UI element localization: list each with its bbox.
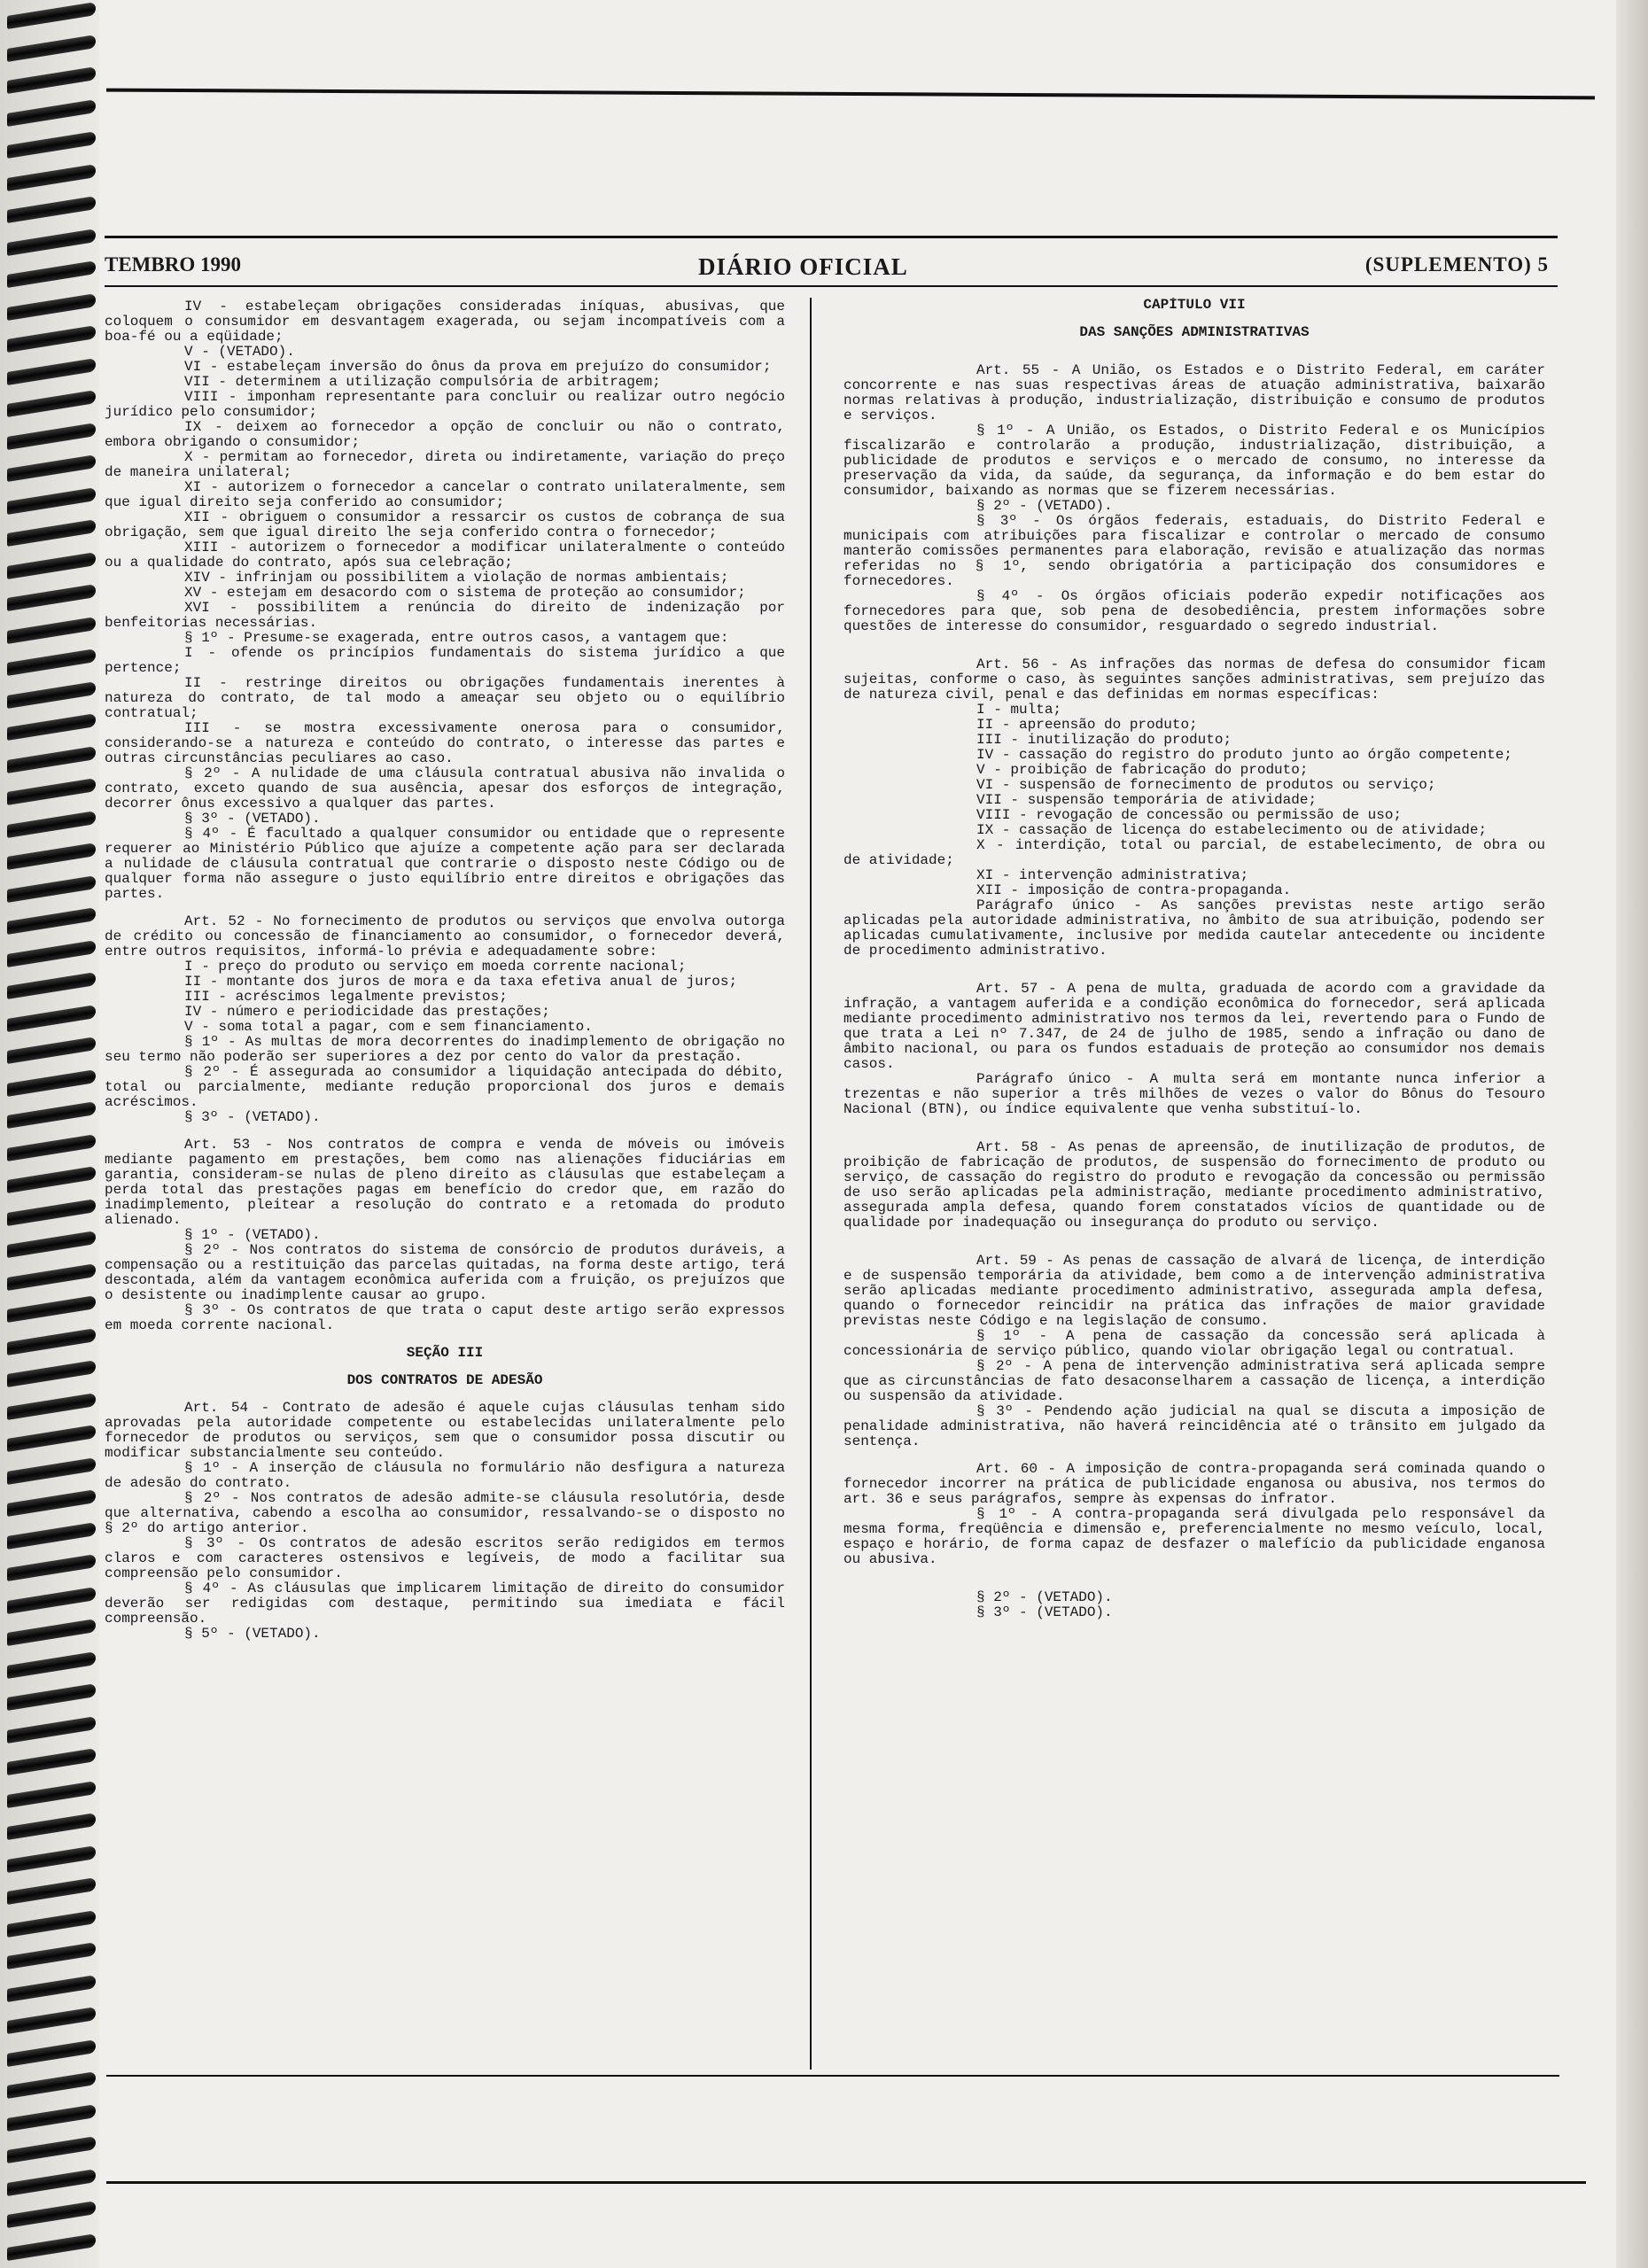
binding-coil (7, 617, 96, 644)
binding-coil (7, 293, 96, 321)
paragraph: Art. 60 - A imposição de contra-propaganda será cominada quando o fornecedor incorrer na prática de publicidade enganosa ou abusiva, nos termos do art. 36 e seus parágrafos, sempre às expensas do infrator. (843, 1461, 1545, 1507)
paragraph: I - preço do produto ou serviço em moeda corrente nacional; (184, 959, 687, 975)
binding-coil (7, 584, 96, 611)
paragraph: § 2º - (VETADO). (976, 498, 1113, 514)
binding-coil (7, 1975, 96, 2002)
binding-coil (7, 358, 96, 385)
binding-coil (7, 843, 96, 870)
binding-coil (7, 1425, 96, 1452)
paragraph: XIV - infrinjam ou possibilitem a violação de normas ambientais; (184, 570, 729, 586)
binding-coil (7, 811, 96, 838)
paragraph: X - permitam ao fornecedor, direta ou indiretamente, variação do preço de maneira unilateral; (105, 449, 785, 480)
paragraph: § 3º - (VETADO). (184, 1109, 321, 1125)
section-heading: DAS SANÇÕES ADMINISTRATIVAS (1079, 324, 1310, 340)
binding-coil (7, 1845, 96, 1873)
binding-coil (7, 1005, 96, 1032)
paragraph: Art. 53 - Nos contratos de compra e venda de móveis ou imóveis mediante pagamento em prestações, bem como nas alienações fiduciárias em garantia, consideram-se nulas de pleno direito as cláusulas que estabeleçam a perda total das prestações pagas em benefício do credor que, em razão do inadimplemento, pleitear a resolução do contrato e a retomada do produto alienado. (105, 1137, 785, 1228)
binding-coil (7, 2169, 96, 2196)
section-heading: DOS CONTRATOS DE ADESÃO (346, 1372, 543, 1388)
paragraph: III - inutilização do produto; (976, 732, 1232, 748)
paragraph: IV - cassação do registro do produto junto ao órgão competente; (976, 747, 1512, 763)
paragraph: VI - suspensão de fornecimento de produtos ou serviço; (976, 777, 1436, 793)
paragraph: § 1º - A pena de cassação da concessão será aplicada à concessionária de serviço público, quando violar obrigação legal ou contratual. (843, 1328, 1545, 1359)
binding-coil (7, 423, 96, 450)
binding-coil (7, 2233, 96, 2261)
binding-coil (7, 907, 96, 935)
paragraph: § 4º - Os órgãos oficiais poderão expedir notificações aos fornecedores para que, sob pena de desobediência, prestem informações sobre questões de interesse do consumidor, resguardado o segredo industrial. (843, 588, 1545, 634)
binding-coil (7, 1295, 96, 1323)
paragraph-gap (843, 1567, 1545, 1590)
spiral-binding (0, 0, 99, 2268)
page-bottom-rule (106, 2181, 1586, 2184)
paragraph: § 3º - Os contratos de que trata o caput deste artigo serão expressos em moeda corrente nacional. (105, 1302, 785, 1333)
binding-coil (7, 35, 96, 62)
paragraph: V - (VETADO). (184, 344, 295, 360)
binding-coil (7, 2039, 96, 2067)
binding-coil (7, 1231, 96, 1258)
paragraph: § 3º - (VETADO). (976, 1604, 1113, 1620)
binding-coil (7, 229, 96, 256)
binding-coil (7, 1101, 96, 1129)
header-bottom-rule (105, 285, 1558, 287)
paragraph-gap (105, 1388, 785, 1401)
paragraph: Art. 59 - As penas de cassação de alvará de licença, de interdição e de suspensão temporária da atividade, bem como a de intervenção administrativa serão aplicadas mediante procedimento administrativo, assegurada ampla defesa, quando o fornecedor reincidir na prática das infrações de maior gravidade previstas neste Código e na legislação de consumo. (843, 1253, 1545, 1329)
binding-coil (7, 972, 96, 999)
binding-coil (7, 1748, 96, 1775)
binding-coil (7, 1587, 96, 1614)
binding-coil (7, 196, 96, 223)
binding-coil (7, 649, 96, 676)
paragraph: § 2º - (VETADO). (976, 1589, 1113, 1605)
binding-coil (7, 260, 96, 288)
paragraph: XII - imposição de contra-propaganda. (976, 882, 1292, 898)
paragraph: III - se mostra excessivamente onerosa para o consumidor, considerando-se a natureza e conteúdo do contrato, o interesse das partes e outras circunstâncias peculiares ao caso. (105, 720, 785, 766)
paragraph-gap (105, 1333, 785, 1346)
binding-coil (7, 66, 96, 94)
binding-coil (7, 1716, 96, 1744)
binding-coil (7, 1813, 96, 1840)
binding-coil (7, 1781, 96, 1808)
paragraph: § 3º - (VETADO). (184, 811, 321, 827)
paragraph: § 1º - As multas de mora decorrentes do inadimplemento de obrigação no seu termo não poderão ser superiores a dez por cento do valor da prestação. (105, 1034, 785, 1065)
binding-coil (7, 1263, 96, 1291)
binding-coil (7, 1328, 96, 1355)
left-column (105, 299, 785, 2062)
binding-coil (7, 1619, 96, 1646)
binding-coil (7, 2201, 96, 2228)
binding-coil (7, 1037, 96, 1064)
binding-coil (7, 1554, 96, 1581)
paragraph-gap (843, 1117, 1545, 1140)
paragraph-gap (105, 902, 785, 914)
binding-coil (7, 1942, 96, 1969)
paragraph: II - montante dos juros de mora e da taxa efetiva anual de juros; (184, 974, 738, 990)
section-heading: CAPÍTULO VII (1143, 298, 1246, 313)
binding-coil (7, 390, 96, 417)
binding-coil (7, 325, 96, 353)
paragraph: I - ofende os princípios fundamentais do sistema jurídico a que pertence; (105, 645, 785, 676)
binding-coil (7, 940, 96, 967)
binding-coil (7, 1877, 96, 1905)
binding-coil (7, 875, 96, 903)
right-column (843, 298, 1545, 2070)
top-rule (106, 89, 1595, 100)
binding-coil (7, 1910, 96, 1938)
paragraph: § 2º - A pena de intervenção administrativa será aplicada sempre que as circunstâncias de fato desaconselharem a cassação de licença, a interdição ou suspensão da atividade. (843, 1358, 1545, 1404)
paragraph: VI - estabeleçam inversão do ônus da prova em prejuízo do consumidor; (184, 359, 772, 375)
paragraph: V - soma total a pagar, com e sem financiamento. (184, 1019, 593, 1035)
paragraph-gap (843, 340, 1545, 363)
binding-coil (7, 1166, 96, 1193)
page-edge (1616, 0, 1648, 2268)
paragraph-gap (843, 959, 1545, 982)
paragraph: Art. 55 - A União, os Estados e o Distrito Federal, em caráter concorrente e nas suas respectivas áreas de atuação administrativa, baixarão normas relativas à produção, industrialização, distribuição e consumo de produtos e serviços. (843, 362, 1545, 423)
paragraph: § 2º - Nos contratos de adesão admite-se cláusula resolutória, desde que alternativa, cabendo a escolha ao consumidor, ressalvando-se o disposto no § 2º do artigo anterior. (105, 1490, 785, 1536)
binding-coil (7, 1199, 96, 1226)
header-date: TEMBRO 1990 (105, 253, 241, 276)
paragraph: § 1º - A União, os Estados, o Distrito Federal e os Municípios fiscalizarão e controlarão a produção, industrialização, distribuição, a publicidade de produtos e serviços e o mercado de consumo, no interesse da preservação da vida, da saúde, da segurança, da informação e do bem estar do consumidor, baixando as normas que se fizerem necessárias. (843, 423, 1545, 499)
binding-coil (7, 131, 96, 159)
binding-coil (7, 164, 96, 191)
paragraph: § 2º - É assegurada ao consumidor a liquidação antecipada do débito, total ou parcialmente, mediante redução proporcional dos juros e demais acréscimos. (105, 1064, 785, 1110)
header-section: (SUPLEMENTO) 5 (1364, 253, 1549, 276)
binding-coil (7, 487, 96, 515)
binding-coil (7, 552, 96, 579)
paragraph: II - restringe direitos ou obrigações fundamentais inerentes à natureza do contrato, de tal modo a ameaçar seu objeto ou o equilíbrio contratual; (105, 675, 785, 721)
paragraph: VIII - revogação de concessão ou permissão de uso; (976, 807, 1403, 823)
binding-coil (7, 1360, 96, 1387)
section-heading: SEÇÃO III (406, 1345, 484, 1361)
paragraph: II - apreensão do produto; (976, 717, 1198, 733)
paragraph: IX - cassação de licença do estabelecimento ou de atividade; (976, 822, 1488, 838)
paragraph: § 2º - Nos contratos do sistema de consórcio de produtos duráveis, a compensação ou a restituição das parcelas quitadas, na forma deste artigo, terá descontada, além da vantagem econômica auferida com a fruição, os prejuízos que o desistente ou inadimplente causar ao grupo. (105, 1242, 785, 1303)
paragraph: § 5º - (VETADO). (184, 1626, 321, 1642)
binding-coil (7, 2, 96, 29)
paragraph: V - proibição de fabricação do produto; (976, 762, 1309, 778)
paragraph-gap (843, 1231, 1545, 1254)
paragraph: XI - intervenção administrativa; (976, 867, 1249, 883)
paragraph: VII - suspensão temporária de atividade; (976, 792, 1318, 808)
header-top-rule (105, 236, 1558, 238)
paragraph: X - interdição, total ou parcial, de estabelecimento, de obra ou de atividade; (843, 837, 1545, 868)
binding-coil (7, 2104, 96, 2132)
binding-coil (7, 1683, 96, 1711)
binding-coil (7, 2071, 96, 2099)
binding-coil (7, 1069, 96, 1097)
binding-coil (7, 99, 96, 127)
paragraph: § 3º - Pendendo ação judicial na qual se discuta a imposição de penalidade administrativa, não haverá reincidência até o trânsito em julgado da sentença. (843, 1403, 1545, 1449)
paragraph: § 4º - É facultado a qualquer consumidor ou entidade que o represente requerer ao Ministério Público que ajuíze a competente ação para ser declarada a nulidade de cláusula contratual que contrarie o disposto neste Código ou de qualquer forma não assegure o justo equilíbrio entre direitos e obrigações das partes. (105, 826, 785, 902)
paragraph: XI - autorizem o fornecedor a cancelar o contrato unilateralmente, sem que igual direito seja conferido ao consumidor; (105, 479, 785, 510)
paragraph-gap (843, 1449, 1545, 1462)
binding-coil (7, 1522, 96, 1550)
binding-coil (7, 519, 96, 547)
bottom-rule (106, 2075, 1559, 2077)
paragraph: III - acréscimos legalmente previstos; (184, 989, 508, 1005)
paragraph: § 1º - Presume-se exagerada, entre outros casos, a vantagem que: (184, 630, 729, 646)
paragraph: XVI - possibilitem a renúncia do direito de indenização por benfeitorias necessárias. (105, 600, 785, 631)
paragraph: Art. 57 - A pena de multa, graduada de acordo com a gravidade da infração, a vantagem auferida e a condição econômica do fornecedor, será aplicada mediante procedimento administrativo nos termos da lei, revertendo para o Fundo de que trata a Lei nº 7.347, de 24 de julho de 1985, sendo a infração ou dano de âmbito nacional, ou para os fundos estaduais de proteção ao consumidor nos demais casos. (843, 981, 1545, 1072)
paragraph: § 3º - Os órgãos federais, estaduais, do Distrito Federal e municipais com atribuições para fiscalizar e controlar o mercado de consumo manterão comissões permanentes para elaboração, revisão e atualização das normas referidas no § 1º, sendo obrigatória a participação dos consumidores e fornecedores. (843, 513, 1545, 589)
paragraph: VII - determinem a utilização compulsória de arbitragem; (184, 374, 661, 390)
binding-coil (7, 713, 96, 741)
binding-coil (7, 2136, 96, 2163)
paragraph: § 1º - (VETADO). (184, 1227, 321, 1243)
header-title: DIÁRIO OFICIAL (698, 253, 908, 280)
paragraph: Art. 54 - Contrato de adesão é aquele cujas cláusulas tenham sido aprovadas pela autoridade competente ou estabelecidas unilateralmente pelo fornecedor de produtos ou serviços, sem que o consumidor possa discutir ou modificar substancialmente seu conteúdo. (105, 1400, 785, 1461)
binding-coil (7, 681, 96, 709)
paragraph: I - multa; (976, 702, 1062, 718)
paragraph: § 1º - A inserção de cláusula no formulário não desfigura a natureza de adesão do contrato. (105, 1460, 785, 1491)
paragraph: XV - estejam em desacordo com o sistema de proteção ao consumidor; (184, 585, 746, 601)
paragraph-gap (105, 1125, 785, 1138)
paragraph: XII - obriguem o consumidor a ressarcir os custos de cobrança de sua obrigação, sem que igual direito lhe seja conferido contra o fornecedor; (105, 509, 785, 540)
binding-coil (7, 2007, 96, 2034)
paragraph: § 1º - A contra-propaganda será divulgada pelo responsável da mesma forma, freqüência e dimensão e, preferencialmente no mesmo veículo, local, espaço e horário, de forma capaz de desfazer o malefício da publicidade enganosa ou abusiva. (843, 1506, 1545, 1567)
paragraph: IV - estabeleçam obrigações consideradas iníquas, abusivas, que coloquem o consumidor em desvantagem exagerada, ou sejam incompatíveis com a boa-fé ou a eqüidade; (105, 299, 785, 345)
paragraph: Parágrafo único - A multa será em montante nunca inferior a trezentas e não superior a três milhões de vezes o valor do Bônus do Tesouro Nacional (BTN), ou índice equivalente que venha substituí-lo. (843, 1071, 1545, 1117)
paragraph: XIII - autorizem o fornecedor a modificar unilateralmente o conteúdo ou a qualidade do contrato, após sua celebração; (105, 540, 785, 571)
column-divider (810, 298, 812, 2070)
binding-coil (7, 778, 96, 805)
paragraph: Parágrafo único - As sanções previstas neste artigo serão aplicadas pela autoridade administrativa, no âmbito de sua atribuição, podendo ser aplicadas cumulativamente, inclusive por medida cautelar antecedente ou incidente de procedimento administrativo. (843, 897, 1545, 959)
binding-coil (7, 454, 96, 482)
paragraph: IV - número e periodicidade das prestações; (184, 1004, 550, 1020)
binding-coil (7, 1393, 96, 1420)
page-header (105, 252, 1549, 287)
binding-coil (7, 1457, 96, 1485)
binding-coil (7, 1651, 96, 1679)
paragraph-gap (843, 313, 1545, 325)
paragraph: § 3º - Os contratos de adesão escritos serão redigidos em termos claros e com caracteres ostensivos e legíveis, de modo a facilitar sua compreensão pelo consumidor. (105, 1535, 785, 1581)
paragraph: Art. 52 - No fornecimento de produtos ou serviços que envolva outorga de crédito ou concessão de financiamento ao consumidor, o fornecedor deverá, entre outros requisitos, informá-lo prévia e adequadamente sobre: (105, 913, 785, 959)
paragraph-gap (843, 634, 1545, 657)
paragraph-gap (105, 1361, 785, 1373)
binding-coil (7, 1489, 96, 1517)
paragraph: Art. 56 - As infrações das normas de defesa do consumidor ficam sujeitas, conforme o caso, às seguintes sanções administrativas, sem prejuízo das de natureza civil, penal e das definidas em normas específicas: (843, 656, 1545, 703)
paragraph: § 2º - A nulidade de uma cláusula contratual abusiva não invalida o contrato, exceto quando de sua ausência, apesar dos esforços de integração, decorrer ônus excessivo a qualquer das partes. (105, 765, 785, 812)
paragraph: Art. 58 - As penas de apreensão, de inutilização de produtos, de proibição de fabricação de produtos, de suspensão do fornecimento de produto ou serviço, de cassação do registro do produto e revogação da concessão ou permissão de uso serão aplicadas pela administração, mediante procedimento administrativo, assegurada ampla defesa, quando forem constatados vícios de quantidade ou de qualidade por inadequação ou insegurança do produto ou serviço. (843, 1139, 1545, 1231)
paragraph: IX - deixem ao fornecedor a opção de concluir ou não o contrato, embora obrigando o consumidor; (105, 419, 785, 450)
paragraph: VIII - imponham representante para concluir ou realizar outro negócio jurídico pelo consumidor; (105, 389, 785, 420)
paragraph: § 4º - As cláusulas que implicarem limitação de direito do consumidor deverão ser redigidas com destaque, permitindo sua imediata e fácil compreensão. (105, 1581, 785, 1627)
binding-coil (7, 746, 96, 773)
binding-coil (7, 1134, 96, 1161)
